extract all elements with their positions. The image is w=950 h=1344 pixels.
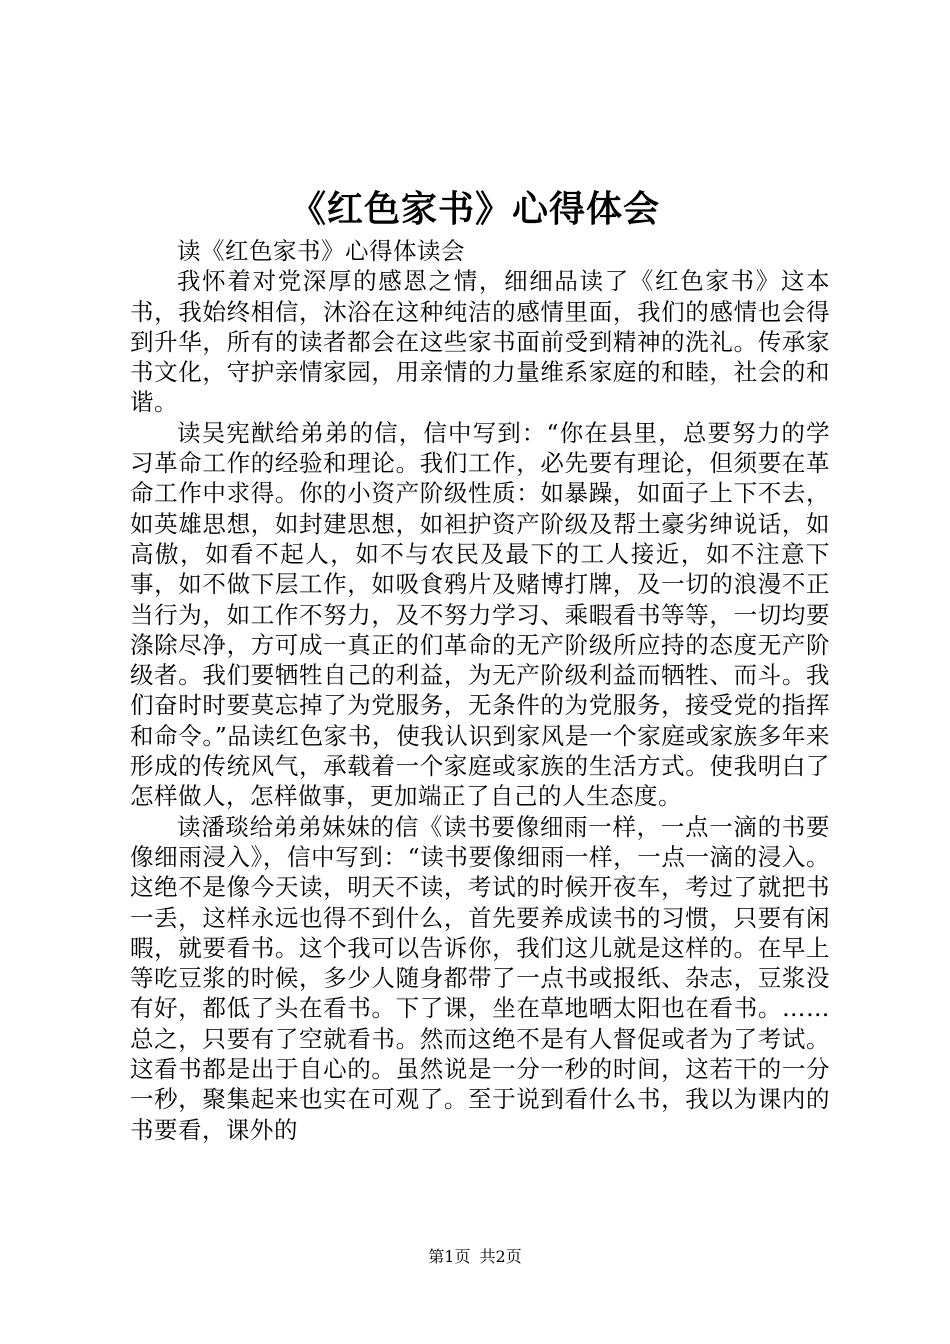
body-paragraph: 读吴宪猷给弟弟的信，信中写到：“你在县里，总要努力的学习革命工作的经验和理论。我们工作，必先要有理论，但须要在革命工作中求得。你的小资产阶级性质：如暴躁，如面子上下不去，如英雄思想，如封建思想，如袒护资产阶级及帮土豪劣绅说话，如高傲，如看不起人，如不与农民及最下的工人接近，如不注意下事，如不做下层工作，如吸食鸦片及赌博打牌，及一切的浪漫不正当行为，如工作不努力，及不努力学习、乘暇看书等等，一切均要涤除尽净，方可成一真正的们革命的无产阶级所应持的态度无产阶级者。我们要牺牲自己的利益，为无产阶级利益而牺牲、而斗。我们奋时时要莫忘掉了为党服务，无条件的为党服务，接受党的指挥和命令。”品读红色家书，使我认识到家风是一个家庭或家族多年来形成的传统风气，承载着一个家庭或家族的生活方式。使我明白了怎样做人，怎样做事，更加端正了自己的人生态度。 — [130, 418, 830, 811]
subtitle-paragraph: 读《红色家书》心得体读会 — [177, 237, 465, 265]
page-footer: 第1页 共2页 — [428, 1247, 522, 1266]
document-title: 《红色家书》心得体会 — [289, 188, 660, 230]
body-paragraph: 读潘琰给弟弟妹妹的信《读书要像细雨一样，一点一滴的书要像细雨浸入》，信中写到：“读书要像细雨一样，一点一滴的浸入。这绝不是像今天读，明天不读，考试的时候开夜车，考过了就把书一丢，这样永远也得不到什么，首先要养成读书的习惯，只要有闲暇，就要看书。这个我可以告诉你，我们这儿就是这样的。在早上等吃豆浆的时候，多少人随身都带了一点书或报纸、杂志，豆浆没有好，都低了头在看书。下了课，坐在草地晒太阳也在看书。……总之，只要有了空就看书。然而这绝不是有人督促或者为了考试。这看书都是出于自心的。虽然说是一分一秒的时间，这若干的一分一秒，聚集起来也实在可观了。至于说到看什么书，我以为课内的书要看，课外的 — [130, 812, 830, 1144]
body-paragraph: 我怀着对党深厚的感恩之情，细细品读了《红色家书》这本书，我始终相信，沐浴在这种纯洁的感情里面，我们的感情也会得到升华，所有的读者都会在这些家书面前受到精神的洗礼。传承家书文化，守护亲情家园，用亲情的力量维系家庭的和睦，社会的和谐。 — [130, 267, 830, 417]
document-body — [130, 236, 830, 1145]
